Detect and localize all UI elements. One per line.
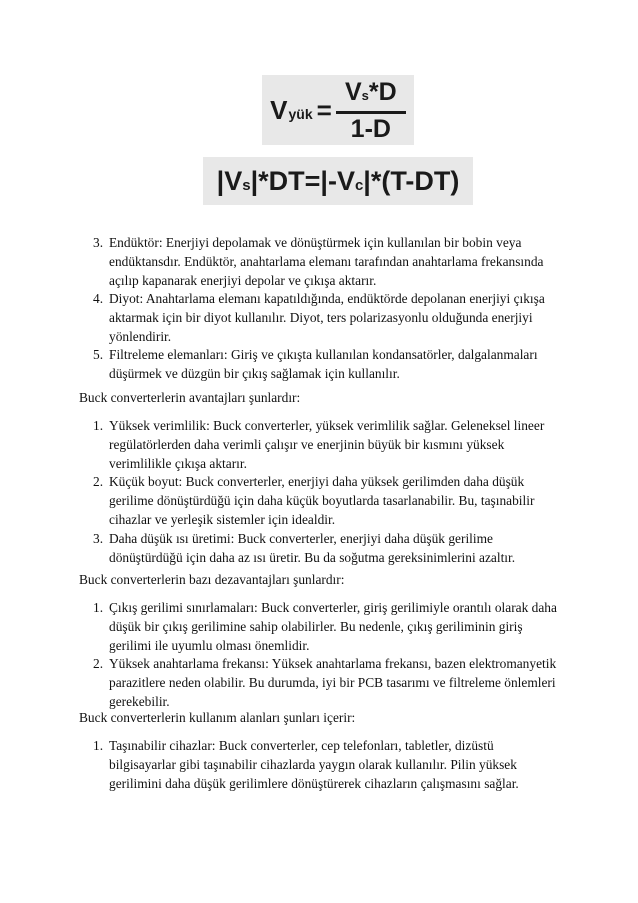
formula-part-a: |V: [216, 165, 243, 196]
list-item-text: Diyot: Anahtarlama elemanı kapatıldığında, endüktörde depolanan enerjiyi çıkışa aktarmak için bir diyot kullanılır. Diyot, ters polarizasyonlu olduğunda enerjiyi yönlendirir.: [109, 291, 545, 344]
formula-denominator: 1-D: [350, 114, 391, 143]
formula-part-c: |*(T-DT): [363, 165, 460, 196]
list-item: [93, 599, 563, 655]
list-item: [93, 417, 563, 473]
list-item-number: 2.: [93, 656, 104, 671]
formula-numerator-symbol: V: [344, 77, 362, 106]
formula-vout-subscript: yük: [288, 105, 313, 122]
formula-vout-lhs: [270, 95, 312, 126]
formula-numerator-subscript: s: [361, 87, 369, 103]
formula-numerator-rest: *D: [368, 77, 397, 106]
list-item-number: 4.: [93, 291, 104, 306]
list-item-text: Yüksek verimlilik: Buck converterler, yüksek verimlilik sağlar. Geleneksel lineer regülatörlerden daha verimli çalışır ve enerjinin büyük bir kısmını yüksek verimlilikle çıkışa aktarır.: [109, 418, 545, 471]
list-item-number: 2.: [93, 474, 104, 489]
list-item-text: Yüksek anahtarlama frekansı: Yüksek anahtarlama frekansı, bazen elektromanyetik parazitlere neden olabilir. Bu durumda, iyi bir PCB tasarımı ve filtreleme önlemleri gerekebilir.: [109, 656, 557, 709]
list-item-text: Taşınabilir cihazlar: Buck converterler, cep telefonları, tabletler, dizüstü bilgisayarlar gibi taşınabilir cihazlarda yaygın olarak kullanılır. Pilin yüksek gerilimini daha düşük gerilimlere dönüştürerek cihazların çalışmasını sağlar.: [109, 738, 519, 791]
list-item-number: 1.: [93, 418, 104, 433]
formula-part-a-subscript: s: [242, 176, 251, 194]
list-item-text: Daha düşük ısı üretimi: Buck converterler, enerjiyi daha düşük gerilime dönüştürdüğü için daha az ısı üretir. Bu da soğutma gereksinimlerini azaltır.: [109, 531, 516, 565]
formula-numerator: [345, 78, 397, 110]
list-item-number: 1.: [93, 738, 104, 753]
list-item: [93, 473, 563, 529]
heading-disadvantages: Buck converterlerin bazı dezavantajları şunlardır:: [79, 572, 345, 587]
list-item: [93, 346, 563, 384]
list-item-number: 5.: [93, 347, 104, 362]
list-item-text: Endüktör: Enerjiyi depolamak ve dönüştürmek için kullanılan bir bobin veya endüktansdır. Endüktör, anahtarlama elemanı tarafından anahtarlama frekansında açılıp kapanarak enerjiyi depolar ve çıkışa aktarır.: [109, 235, 544, 288]
list-item-number: 1.: [93, 600, 104, 615]
list-item: [93, 655, 563, 711]
formula-vout: [262, 75, 414, 145]
list-item-text: Filtreleme elemanları: Giriş ve çıkışta kullanılan kondansatörler, dalgalanmaları düşürmek ve düzgün bir çıkış sağlamak için kullanılır.: [109, 347, 538, 381]
list-item-number: 3.: [93, 531, 104, 546]
formula-equals: =: [316, 94, 332, 125]
list-item: [93, 530, 563, 568]
list-item-text: Küçük boyut: Buck converterler, enerjiyi daha yüksek gerilimden daha düşük gerilime dönüştürdüğü için daha küçük boyutlarda tasarlanabilir. Bu, taşınabilir cihazlar ve yerleşik sistemler için idealdir.: [109, 474, 535, 527]
list-item: [93, 737, 563, 793]
formula-fraction-bar: [336, 111, 406, 114]
formula-part-b: |*DT=|-V: [250, 165, 355, 196]
list-item: [93, 234, 563, 290]
formula-volt-second-text: [217, 166, 460, 197]
formula-volt-second-balance: [203, 157, 473, 205]
heading-advantages: Buck converterlerin avantajları şunlardır:: [79, 390, 301, 405]
list-item-text: Çıkış gerilimi sınırlamaları: Buck converterler, giriş gerilimiyle orantılı olarak daha düşük bir çıkış gerilimine sahip olabilirler. Bu nedenle, çıkış geriliminin giriş gerilimi ile uyumlu olması önemlidir.: [109, 600, 557, 653]
heading-usage: Buck converterlerin kullanım alanları şunları içerir:: [79, 710, 356, 725]
list-item-number: 3.: [93, 235, 104, 250]
formula-vout-symbol: V: [270, 94, 288, 125]
formula-fraction: [336, 78, 406, 143]
list-item: [93, 290, 563, 346]
formula-part-b-subscript: c: [354, 176, 364, 194]
